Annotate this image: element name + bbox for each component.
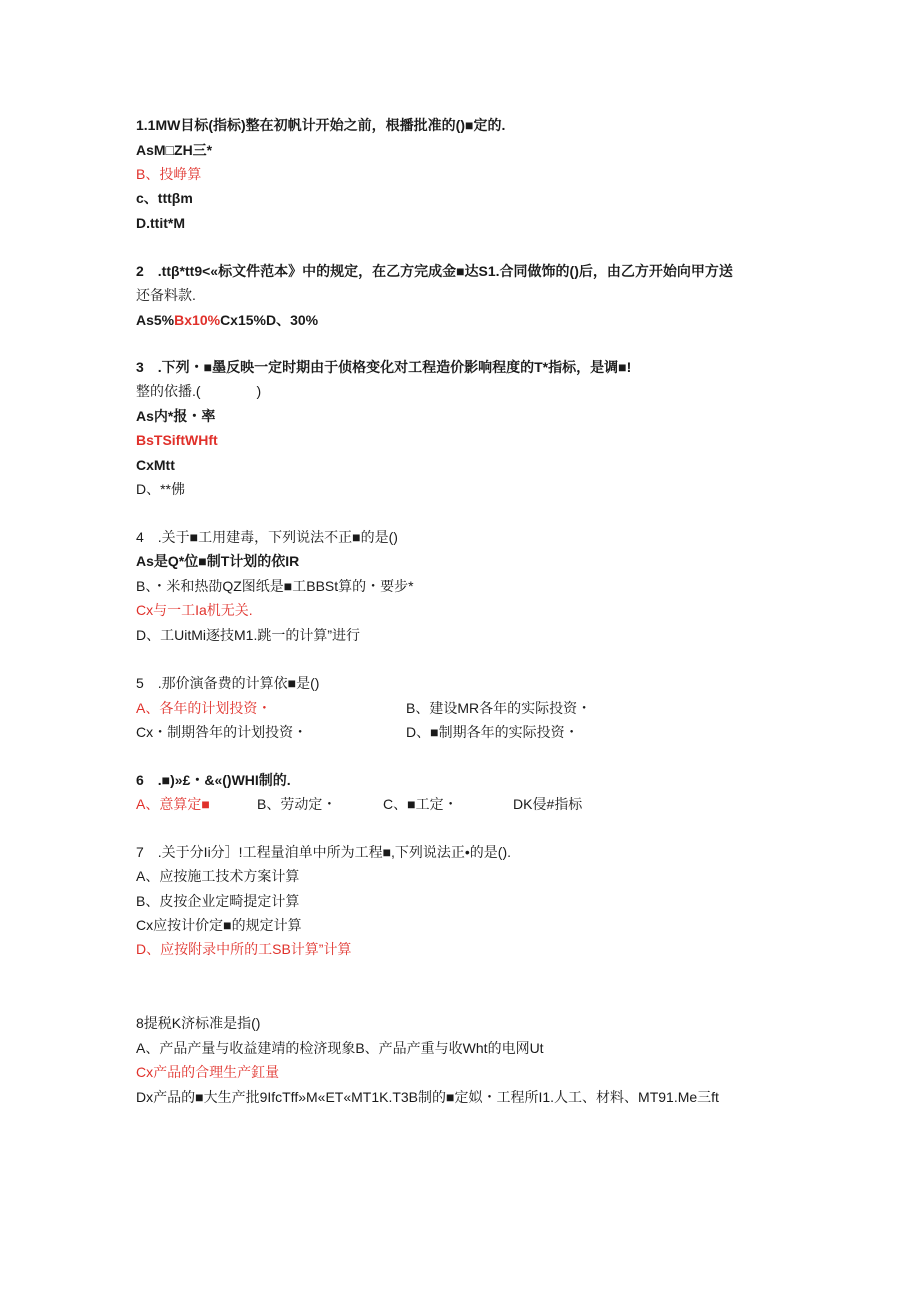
q4-option-c-answer: Cx与一工Ia机无关. [136,602,253,618]
q5-stem: 5 .那价演备费的计算依■是() [136,675,320,691]
q2-options-line [136,310,318,330]
q5-option-d: D、■制期各年的实际投资・ [406,724,579,740]
q5-option-c: Cx・制期咎年的计划投资・ [136,724,308,740]
q1-option-a: AsM□ZH三* [136,142,213,158]
q2-option-cd: Cx15%D、30% [220,312,319,328]
q1-stem: 1.1MW目标(指标)整在初帆计开始之前，根播批准的()■定的. [136,117,506,133]
q4-option-a: As是Q*位■制T计划的依IR [136,553,300,569]
q4-option-b: B、・米和热劭QZ图纸是■工BBSt算的・要步* [136,578,414,594]
q7-option-d-answer: D、应按附录中所的工SB计算”计算 [136,941,352,957]
q6-option-a-answer: A、意算定■ [136,796,210,812]
q1-option-b-answer: B、投峥算 [136,166,202,182]
q4-stem: 4 .关于■工用建毒，下列说法不正■的是() [136,529,398,545]
q7-option-a: A、应按施工技术方案计算 [136,868,300,884]
q3-option-d: D、**佛 [136,481,186,497]
q6-option-b: B、劳动定・ [257,796,337,812]
q8-option-ab: A、产品产量与收益建靖的检济现象B、产品产重与收Wht的电网Ut [136,1040,544,1056]
q3-option-b-answer: BsTSiftWHft [136,432,218,448]
q5-option-b: B、建设MR各年的实际投资・ [406,700,592,716]
q7-option-b: B、皮按企业定畸提定计算 [136,893,300,909]
q6-stem: 6 .■)»£・&«()WHI制的. [136,772,291,788]
q8-option-d: Dx产品的■大生产批9IfcTff»M«ET«MT1K.T3B制的■定姒・工程所I1.人工、材料、MT91.Me三ft [136,1089,719,1105]
q2-stem-line2: 还备料款. [136,287,196,303]
q2-option-b-answer: Bx10% [174,312,221,328]
q1-option-c: c、tttβm [136,190,193,206]
q2-stem-line1: 2 .ttβ*tt9<«标文件范本》中的规定，在乙方完成金■达S1.合同做饰的()后，由乙方开始向甲方送 [136,263,733,279]
q3-stem-line2: 整的依播.( ) [136,383,262,399]
q3-option-a: As内*报・率 [136,408,216,424]
q7-stem: 7 .关于分Ii分］!工程量洎单中所为工程■,下列说法正•的是(). [136,844,512,860]
q1-option-d: D.ttit*M [136,215,185,231]
q8-stem: 8提税K济标准是指() [136,1015,261,1031]
q3-option-c: CxMtt [136,457,175,473]
q4-option-d: D、工UitMi逐技M1.跳一的计算”进行 [136,627,360,643]
q5-option-a-answer: A、各年的计划投资・ [136,700,272,716]
q2-option-a: As5% [136,312,175,328]
q8-option-c: Cx产品的合理生产釭量 [136,1064,280,1080]
q6-option-c: C、■工定・ [383,796,458,812]
q3-stem-line1: 3 .下列・■墨反映一定时期由于侦格变化对工程造价影响程度的T*指标，是调■! [136,359,632,375]
q6-option-d: DK侵#指标 [513,796,583,812]
q7-option-c: Cx应按计价定■的规定计算 [136,917,302,933]
